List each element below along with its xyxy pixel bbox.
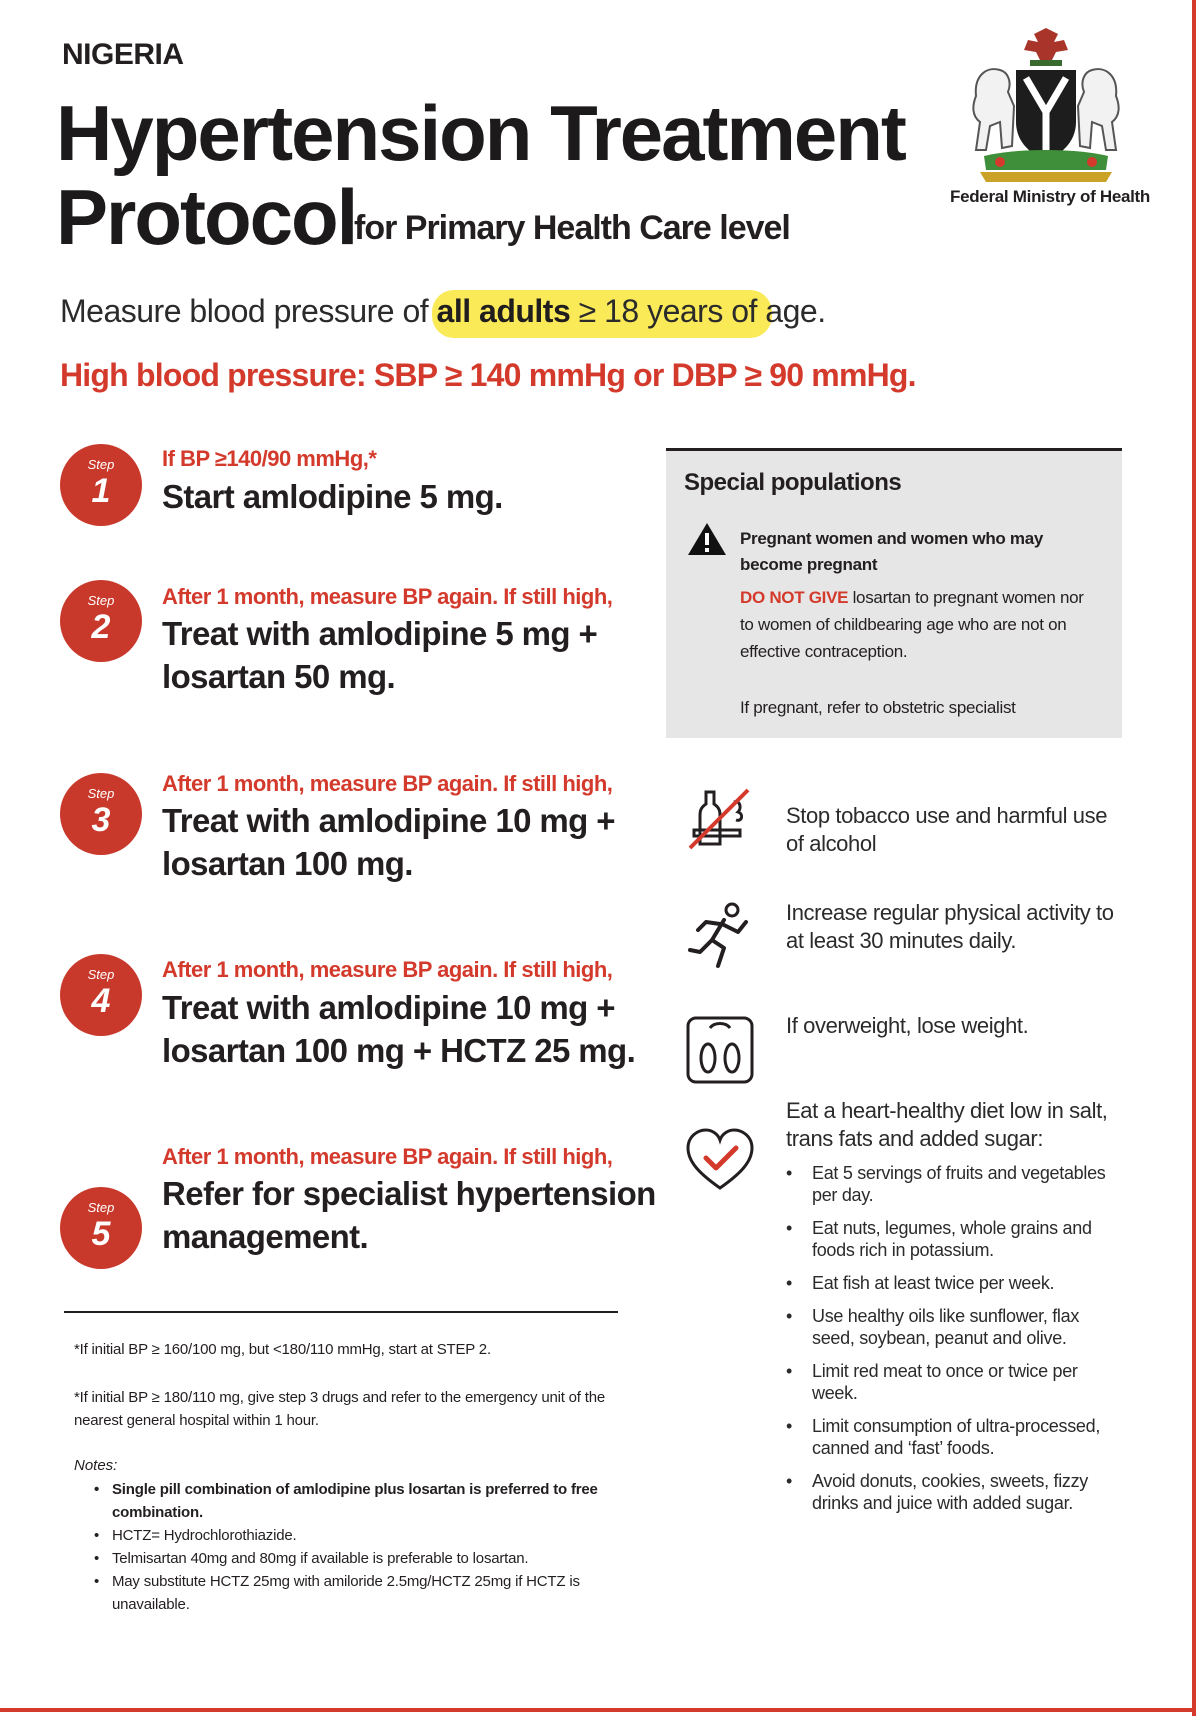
special-populations-referral: If pregnant, refer to obstetric specialist (740, 698, 1016, 717)
do-not-give-label: DO NOT GIVE (740, 588, 849, 607)
list-item: • Avoid donuts, cookies, sweets, fizzy drinks and juice with added sugar. (786, 1470, 1116, 1514)
weighing-scale-icon (684, 1014, 756, 1086)
screening-suffix: ≥ 18 years of age. (570, 293, 826, 329)
lifestyle-tobacco-text: Stop tobacco use and harmful use of alcohol (786, 803, 1108, 856)
step-badge-word: Step (87, 967, 115, 982)
step-condition: After 1 month, measure BP again. If still high, (162, 1144, 613, 1169)
step-badge-number: 2 (91, 608, 111, 646)
step-condition: After 1 month, measure BP again. If still high, (162, 771, 613, 796)
step-badge-word: Step (87, 593, 115, 608)
list-item: • Eat 5 servings of fruits and vegetables per day. (786, 1162, 1116, 1206)
special-populations-title: Special populations (684, 469, 902, 496)
special-populations-panel (666, 448, 1122, 738)
footnote-2: *If initial BP ≥ 180/110 mg, give step 3 drugs and refer to the emergency unit of the nearest general hospital within 1 hour. (74, 1389, 605, 1429)
special-populations-text: losartan to pregnant women nor to women of childbearing age who are not on effective contraception. (740, 588, 1084, 661)
lifestyle-activity-text: Increase regular physical activity to at least 30 minutes daily. (786, 900, 1114, 953)
footnote-1: *If initial BP ≥ 160/100 mg, but <180/110 mmHg, start at STEP 2. (74, 1341, 491, 1358)
step-badge-number: 5 (91, 1215, 111, 1253)
list-item: • Eat fish at least twice per week. (786, 1272, 1116, 1294)
list-item: • Single pill combination of amlodipine plus losartan is preferred to free combination. (94, 1478, 654, 1524)
step-badge (60, 444, 142, 526)
ministry-label: Federal Ministry of Health (949, 187, 1151, 206)
heart-check-icon (684, 1124, 756, 1196)
step-action: Refer for specialist hypertension management. (162, 1175, 656, 1255)
screening-emphasis: all adults (436, 293, 571, 329)
step-badge-number: 3 (91, 801, 111, 839)
step-condition: After 1 month, measure BP again. If still high, (162, 584, 613, 609)
page-title-line2: Protocol (56, 173, 357, 261)
step-badge-word: Step (87, 457, 115, 472)
lifestyle-weight-text: If overweight, lose weight. (786, 1013, 1029, 1038)
list-item: • Limit red meat to once or twice per week. (786, 1360, 1116, 1404)
page-subtitle: for Primary Health Care level (354, 209, 790, 247)
screening-instruction (60, 293, 826, 330)
list-item: • Limit consumption of ultra-processed, canned and ‘fast’ foods. (786, 1415, 1116, 1459)
step-badge (60, 580, 142, 662)
special-populations-heading: Pregnant women and women who may become pregnant (740, 529, 1044, 574)
step-condition: After 1 month, measure BP again. If still high, (162, 957, 613, 982)
step-action: Treat with amlodipine 10 mg + losartan 100 mg + HCTZ 25 mg. (162, 989, 636, 1069)
notes-list (94, 1478, 654, 1616)
screening-prefix: Measure blood pressure of (60, 293, 437, 329)
list-item: • Telmisartan 40mg and 80mg if available is preferable to losartan. (94, 1547, 654, 1570)
step-badge-number: 1 (91, 472, 111, 510)
step-action: Start amlodipine 5 mg. (162, 478, 503, 515)
step-badge-number: 4 (91, 982, 111, 1020)
list-item: • May substitute HCTZ 25mg with amiloride 2.5mg/HCTZ 25mg if HCTZ is unavailable. (94, 1570, 654, 1616)
step-condition: If BP ≥140/90 mmHg,* (162, 446, 377, 471)
special-populations-body (740, 584, 1100, 665)
running-person-icon (684, 900, 756, 972)
list-item: • HCTZ= Hydrochlorothiazide. (94, 1524, 654, 1547)
step-badge-word: Step (87, 1200, 115, 1215)
notes-title: Notes: (74, 1457, 118, 1474)
warning-triangle-icon (686, 521, 728, 557)
page-title-line1: Hypertension Treatment (56, 89, 905, 177)
footnote-divider (64, 1311, 618, 1313)
step-action: Treat with amlodipine 5 mg + losartan 50 mg. (162, 615, 598, 695)
country-label: NIGERIA (62, 38, 184, 71)
list-item: • Eat nuts, legumes, whole grains and foods rich in potassium. (786, 1217, 1116, 1261)
coat-of-arms-icon (956, 26, 1136, 186)
no-tobacco-alcohol-icon (684, 782, 756, 854)
step-badge (60, 773, 142, 855)
step-badge (60, 954, 142, 1036)
list-item: • Use healthy oils like sunflower, flax seed, soybean, peanut and olive. (786, 1305, 1116, 1349)
lifestyle-diet-text: Eat a heart-healthy diet low in salt, trans fats and added sugar: (786, 1098, 1108, 1151)
diet-list (786, 1162, 1116, 1525)
step-badge (60, 1187, 142, 1269)
page-border-right (1192, 0, 1196, 1716)
step-badge-word: Step (87, 786, 115, 801)
high-bp-definition: High blood pressure: SBP ≥ 140 mmHg or DBP ≥ 90 mmHg. (60, 357, 916, 393)
step-action: Treat with amlodipine 10 mg + losartan 100 mg. (162, 802, 615, 882)
page-border-bottom (0, 1708, 1196, 1712)
